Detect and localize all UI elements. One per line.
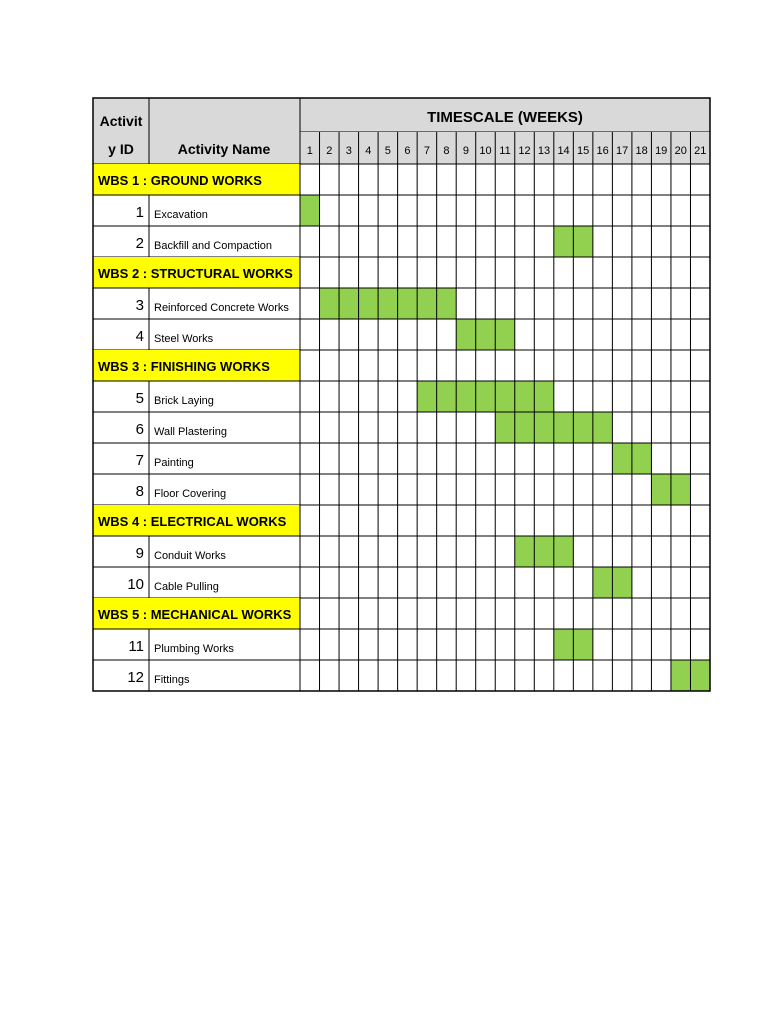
group-label: WBS 5 : MECHANICAL WORKS: [98, 607, 292, 622]
activity-rows: [93, 164, 300, 691]
week-label: 1: [306, 145, 313, 157]
activity-name: Wall Plastering: [154, 426, 227, 438]
schedule-bar: [515, 536, 535, 567]
week-label: 19: [655, 145, 668, 157]
schedule-bar: [339, 288, 359, 319]
schedule-bar: [612, 567, 632, 598]
group-label: WBS 4 : ELECTRICAL WORKS: [98, 514, 287, 529]
schedule-bar: [417, 381, 437, 412]
activity-id: 8: [135, 483, 144, 500]
activity-id: 6: [135, 421, 144, 438]
schedule-bar: [554, 629, 574, 660]
schedule-bar: [398, 288, 418, 319]
schedule-bar: [632, 443, 652, 474]
activity-name: Cable Pulling: [154, 581, 219, 593]
schedule-bar: [612, 443, 632, 474]
week-label: 17: [616, 145, 629, 157]
schedule-bar: [554, 536, 574, 567]
week-label: 14: [557, 145, 570, 157]
activity-id: 7: [135, 452, 144, 469]
activity-name: Painting: [154, 457, 194, 469]
schedule-bar: [495, 381, 515, 412]
header-activity-name: Activity Name: [177, 141, 271, 157]
schedule-bar: [554, 226, 574, 257]
schedule-bar: [437, 288, 457, 319]
schedule-bar: [534, 536, 554, 567]
week-label: 10: [479, 145, 492, 157]
week-label: 21: [694, 145, 707, 157]
week-label: 13: [537, 145, 551, 157]
week-label: 5: [384, 145, 391, 157]
schedule-bar: [495, 319, 515, 350]
header-activity-id-line2: y ID: [108, 141, 134, 157]
week-label: 2: [326, 145, 333, 157]
activity-id: 5: [135, 390, 144, 407]
schedule-bar: [515, 412, 535, 443]
schedule-bar: [378, 288, 398, 319]
activity-id: 3: [135, 297, 144, 314]
activity-name: Reinforced Concrete Works: [154, 302, 289, 314]
activity-name: Floor Covering: [154, 488, 227, 500]
schedule-bar: [417, 288, 437, 319]
activity-name: Fittings: [154, 674, 190, 686]
week-label: 4: [365, 145, 372, 157]
group-label: WBS 2 : STRUCTURAL WORKS: [98, 266, 293, 281]
schedule-bar: [671, 474, 691, 505]
activity-name: Excavation: [154, 209, 208, 221]
activity-id: 4: [135, 328, 144, 345]
schedule-bar: [476, 381, 496, 412]
schedule-bar: [573, 226, 593, 257]
schedule-bar: [320, 288, 340, 319]
activity-name: Conduit Works: [154, 550, 226, 562]
schedule-bar: [554, 412, 574, 443]
week-label: 11: [499, 145, 511, 157]
week-label: 12: [518, 145, 531, 157]
activity-name: Steel Works: [154, 333, 214, 345]
group-label: WBS 3 : FINISHING WORKS: [98, 359, 270, 374]
schedule-bar: [671, 660, 691, 691]
schedule-bar: [593, 412, 613, 443]
header-timescale: TIMESCALE (WEEKS): [427, 109, 583, 126]
schedule-bar: [573, 629, 593, 660]
week-label: 16: [596, 145, 609, 157]
schedule-bar: [456, 319, 476, 350]
activity-id: 10: [127, 576, 144, 593]
schedule-bar: [573, 412, 593, 443]
activity-id: 11: [128, 638, 144, 655]
activity-id: 2: [135, 235, 144, 252]
schedule-bar: [534, 412, 554, 443]
schedule-bar: [300, 195, 320, 226]
schedule-bar: [515, 381, 535, 412]
schedule-bar: [534, 381, 554, 412]
schedule-bar: [593, 567, 613, 598]
activity-name: Backfill and Compaction: [154, 240, 273, 252]
group-label: WBS 1 : GROUND WORKS: [98, 173, 262, 188]
activity-id: 9: [135, 545, 144, 562]
week-label: 20: [674, 145, 687, 157]
week-label: 15: [576, 145, 590, 157]
activity-id: 12: [127, 669, 144, 686]
week-label: 6: [404, 145, 411, 157]
week-label: 8: [443, 145, 450, 157]
schedule-bar: [476, 319, 496, 350]
activity-id: 1: [135, 204, 144, 221]
week-label: 7: [423, 145, 430, 157]
week-label: 18: [635, 145, 648, 157]
schedule-bar: [690, 660, 710, 691]
activity-name: Brick Laying: [154, 395, 214, 407]
activity-name: Plumbing Works: [154, 643, 234, 655]
schedule-bar: [456, 381, 476, 412]
week-label: 9: [462, 145, 470, 157]
schedule-bar: [359, 288, 379, 319]
week-label: 3: [345, 145, 352, 157]
schedule-bar: [651, 474, 671, 505]
schedule-bar: [495, 412, 515, 443]
week-header-row: [300, 132, 710, 164]
header-activity-id-line1: Activit: [99, 113, 143, 129]
schedule-bar: [437, 381, 457, 412]
